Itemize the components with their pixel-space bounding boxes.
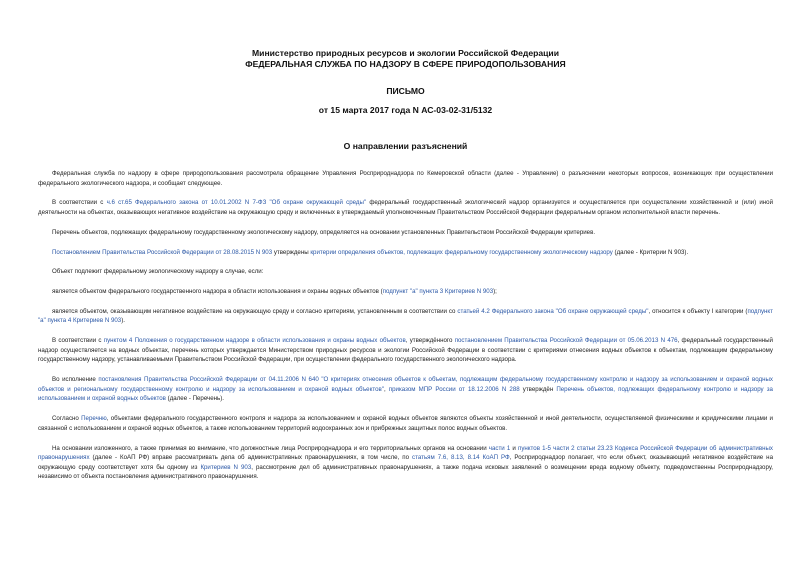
link-part-1[interactable]: части 1 [488, 444, 511, 452]
link-regulation-p4[interactable]: пунктом 4 Положения о государственном надзоре в области использования и охраны водных объектов [103, 337, 406, 345]
paragraph-7: является объектом, оказывающим негативное воздействие на окружающую среду и согласно критериям, установленным в соответствии со статьей 4.2 Федерального закона "Об охране окружающей среды", относится к объекту I категории (подпункт "а" пункта 4 Критериев N 903). [38, 307, 773, 325]
link-criteria-903[interactable]: критерии определения объектов, подлежащих федеральному государственному экологическому надзору [310, 248, 613, 256]
paragraph-2: В соответствии с ч.6 ст.65 Федерального закона от 10.01.2002 N 7-ФЗ "Об охране окружающей среды" федеральный государственный экологический надзор организуется и осуществляется при осуществлении хозяйственной и (или) иной деятельности на объектах, оказывающих негативное воздействие на окружающую среду и включенных в утверждаемый уполномоченным Правительством Российской Федерации федеральным органом исполнительной власти перечень. [38, 199, 773, 216]
link-order-288[interactable]: приказом МПР России от 18.12.2006 N 288 [388, 385, 520, 393]
paragraph-10: Согласно Перечню, объектами федерального государственного контроля и надзора за использованием и охраной водных объектов являются объекты хозяйственной и иной деятельности, осуществляемой физическими и юридическими лицами и связанной с использованием и охраной водных объектов, а также использованием территорий водоохранных зон и прибрежных защитных полос водных объектов. [38, 415, 773, 432]
paragraph-3: Перечень объектов, подлежащих федеральному государственному экологическому надзору, определяется на основании установленных Правительством Российской Федерации критериев. [52, 228, 596, 236]
link-decree-640[interactable]: постановления Правительства Российской Федерации от 04.11.2006 N 640 "О критериях отнесения объектов к объектам, подлежащим федеральному государственному контролю и надзору за использованием и охраной водных объектов и региональному государственному контролю и надзору за использованием и охраной водных объектов" [38, 376, 773, 393]
link-law-7fz-art65[interactable]: ч.6 ст.65 Федерального закона от 10.01.2002 N 7-ФЗ "Об охране окружающей среды" [106, 199, 367, 207]
link-list[interactable]: Перечню [81, 415, 107, 423]
paragraph-5: Объект подлежит федеральному экологическому надзору в случае, если: [52, 268, 264, 276]
document-type: ПИСЬМО [386, 86, 425, 96]
link-koap-articles[interactable]: статьям 7.6, 8.13, 8.14 КоАП РФ [412, 454, 510, 462]
document-subject: О направлении разъяснений [343, 141, 468, 151]
link-criteria-903-b[interactable]: Критериев N 903 [200, 463, 252, 471]
link-objects-list[interactable]: Перечень объектов, подлежащих федеральному контролю и надзору за использованием и охраной водных объектов [38, 385, 773, 403]
link-decree-476[interactable]: постановлением Правительства Российской Федерации от 05.06.2013 N 476 [454, 337, 678, 345]
link-law-art4-2[interactable]: статьей 4.2 Федерального закона "Об охране окружающей среды" [457, 307, 649, 315]
paragraph-8: В соответствии с пунктом 4 Положения о государственном надзоре в области использования и охраны водных объектов, утверждённого постановлением Правительства Российской Федерации от 05.06.2013 N 476, федеральный государственный надзор осуществляется на водных объектах, перечень которых утверждается Министерством природных ресурсов и экологии Российской Федерации в соответствии с критериями отнесения водных объектов к объектам, подлежащим федеральному государственному надзору, устанавливаемыми Правительством Российской Федерации, при осуществлении федерального государственного экологического надзора. [38, 337, 773, 364]
ministry-name: Министерство природных ресурсов и экологии Российской Федерации [252, 48, 559, 58]
document-date-number: от 15 марта 2017 года N АС-03-02-31/5132 [318, 104, 493, 115]
paragraph-9: Во исполнение постановления Правительства Российской Федерации от 04.11.2006 N 640 "О критериях отнесения объектов к объектам, подлежащим федеральному государственному контролю и надзору за использованием и охраной водных объектов и региональному государственному контролю и надзору за использованием и охраной водных объектов", приказом МПР России от 18.12.2006 N 288 утверждён Перечень объектов, подлежащих федеральному контролю и надзору за использованием и охраной водных объектов (далее - Перечень). [38, 376, 773, 403]
paragraph-4: Постановлением Правительства Российской Федерации от 28.08.2015 N 903 утверждены критерии определения объектов, подлежащих федеральному государственному экологическому надзору (далее - Критерии N 903). [52, 248, 689, 256]
link-criteria-903-p4[interactable]: подпункт "а" пункта 4 Критериев N 903 [38, 307, 773, 325]
agency-name: ФЕДЕРАЛЬНАЯ СЛУЖБА ПО НАДЗОРУ В СФЕРЕ ПРИРОДОПОЛЬЗОВАНИЯ [245, 58, 566, 69]
link-koap-23-23[interactable]: пунктов 1-5 части 2 статьи 23.23 Кодекса Российской Федерации об административных правонарушениях [38, 444, 774, 462]
link-decree-903[interactable]: Постановлением Правительства Российской Федерации от 28.08.2015 N 903 [52, 248, 273, 256]
paragraph-1: Федеральная служба по надзору в сфере природопользования рассмотрела обращение Управления Росприроднадзора по Кемеровской области (далее - Управление) о разъяснении некоторых вопросов, возникающих при осуществлении федерального экологического надзора, и сообщает следующее. [38, 170, 773, 187]
paragraph-11: На основании изложенного, а также принимая во внимание, что должностные лица Росприроднадзора и его территориальных органов на основании части 1 и пунктов 1-5 части 2 статьи 23.23 Кодекса Российской Федерации об административных правонарушениях (далее - КоАП РФ) вправе рассматривать дела об административных правонарушениях, в том числе, по статьям 7.6, 8.13, 8.14 КоАП РФ, Росприроднадзор полагает, что если объект, оказывающий негативное воздействие на окружающую среду соответствует хотя бы одному из Критериев N 903, рассмотрение дел об административных правонарушениях, а также подача исковых заявлений о возмещении вреда водному объекту, подведомственны Росприроднадзору, независимо от объекта постановления административного правонарушения. [38, 444, 774, 481]
paragraph-6: является объектом федерального государственного надзора в области использования и охраны водных объектов (подпункт "а" пункта 3 Критериев N 903); [52, 288, 497, 296]
link-criteria-903-p3[interactable]: подпункт "а" пункта 3 Критериев N 903 [382, 288, 494, 296]
